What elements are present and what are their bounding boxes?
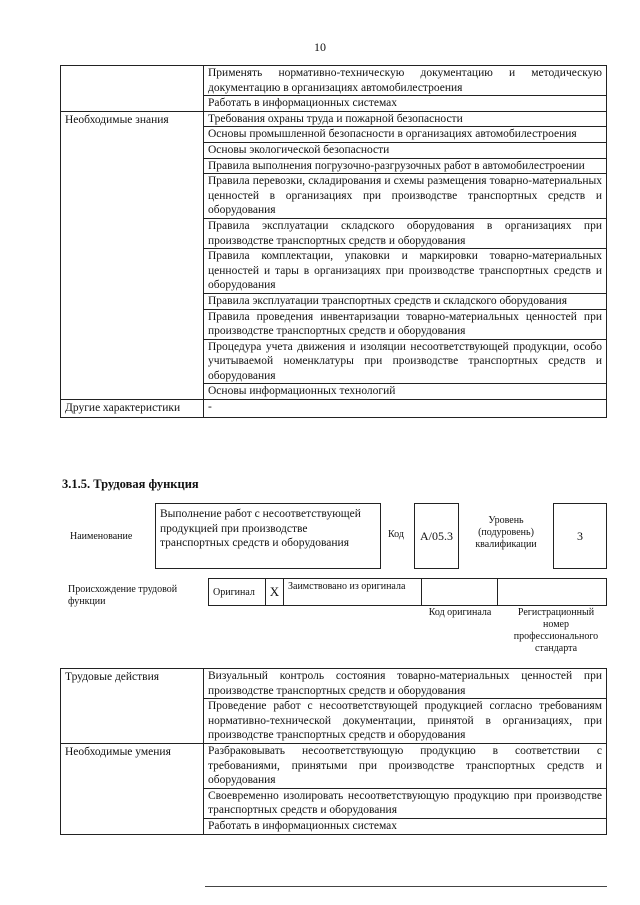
level-value: 3 bbox=[553, 503, 607, 569]
row-text: Правила эксплуатации складского оборудования в организациях при производстве транспортных средств и оборудования bbox=[204, 218, 607, 248]
borrowed-cell: Заимствовано из оригинала bbox=[284, 579, 422, 605]
row-label: Трудовые действия bbox=[61, 669, 204, 744]
row-text: Основы промышленной безопасности в организациях автомобилестроения bbox=[204, 127, 607, 143]
row-text: Основы информационных технологий bbox=[204, 384, 607, 400]
row-label: Необходимые знания bbox=[61, 111, 204, 399]
row-text: Своевременно изолировать несоответствующую продукцию при производстве транспортных средств и оборудования bbox=[204, 788, 607, 818]
row-label: Необходимые умения bbox=[61, 743, 204, 834]
table-row bbox=[61, 400, 607, 418]
row-text: Процедура учета движения и изоляции несоответствующей продукции, особо учитываемой номенклатуры при производстве транспортных средств и оборудования bbox=[204, 339, 607, 384]
row-text: Визуальный контроль состояния товарно-материальных ценностей при производстве транспортных средств и оборудования bbox=[204, 669, 607, 699]
table-row bbox=[61, 66, 607, 96]
row-text: - bbox=[204, 400, 607, 418]
origin-label: Происхождение трудовой функции bbox=[68, 584, 178, 607]
row-text: Основы экологической безопасности bbox=[204, 142, 607, 158]
original-mark: X bbox=[266, 579, 284, 605]
original-cell: Оригинал bbox=[209, 579, 266, 605]
row-text: Разбраковывать несоответствующую продукцию в соответствии с требованиями, принятыми при производстве транспортных средств и оборудования bbox=[204, 743, 607, 788]
section-title: 3.1.5. Трудовая функция bbox=[62, 477, 199, 491]
row-label: Другие характеристики bbox=[61, 400, 204, 418]
row-text: Правила проведения инвентаризации товарно-материальных ценностей при производстве транспортных средств и оборудования bbox=[204, 309, 607, 339]
actions-table bbox=[60, 668, 607, 835]
row-text: Правила комплектации, упаковки и маркировки товарно-материальных ценностей и тары в организациях при производстве транспортных средств и оборудования bbox=[204, 249, 607, 294]
row-text: Правила выполнения погрузочно-разгрузочных работ в автомобилестроении bbox=[204, 158, 607, 174]
row-text: Проведение работ с несоответствующей продукцией согласно требованиям нормативно-технической документации, принятой в организациях, при производстве транспортных средств и оборудования bbox=[204, 699, 607, 744]
row-label bbox=[61, 66, 204, 112]
level-label: Уровень (подуровень) квалификации bbox=[475, 515, 537, 550]
row-text: Правила перевозки, складирования и схемы размещения товарно-материальных ценностей в организациях при производстве транспортных средств и оборудования bbox=[204, 174, 607, 219]
origin-row bbox=[208, 578, 607, 606]
row-text: Работать в информационных системах bbox=[204, 96, 607, 112]
name-label: Наименование bbox=[70, 531, 133, 542]
code-original-cell bbox=[422, 579, 498, 605]
table-row bbox=[61, 669, 607, 699]
bottom-rule bbox=[205, 886, 607, 887]
row-text: Правила эксплуатации транспортных средств и складского оборудования bbox=[204, 293, 607, 309]
code-value: А/05.3 bbox=[414, 503, 459, 569]
page-number: 10 bbox=[314, 40, 326, 54]
row-text: Работать в информационных системах bbox=[204, 818, 607, 834]
reg-number-cell bbox=[498, 579, 606, 605]
table-row bbox=[61, 743, 607, 788]
table-row bbox=[61, 111, 607, 127]
reg-number-label: Регистрационный номер профессионального стандарта bbox=[513, 607, 599, 654]
code-original-label: Код оригинала bbox=[428, 607, 492, 618]
row-text: Применять нормативно-техническую документацию и методическую документацию в организациях автомобилестроения bbox=[204, 66, 607, 96]
knowledge-table bbox=[60, 65, 607, 418]
row-text: Требования охраны труда и пожарной безопасности bbox=[204, 111, 607, 127]
function-name: Выполнение работ с несоответствующей продукцией при производстве транспортных средств и оборудования bbox=[155, 503, 381, 569]
code-label: Код bbox=[388, 529, 404, 540]
